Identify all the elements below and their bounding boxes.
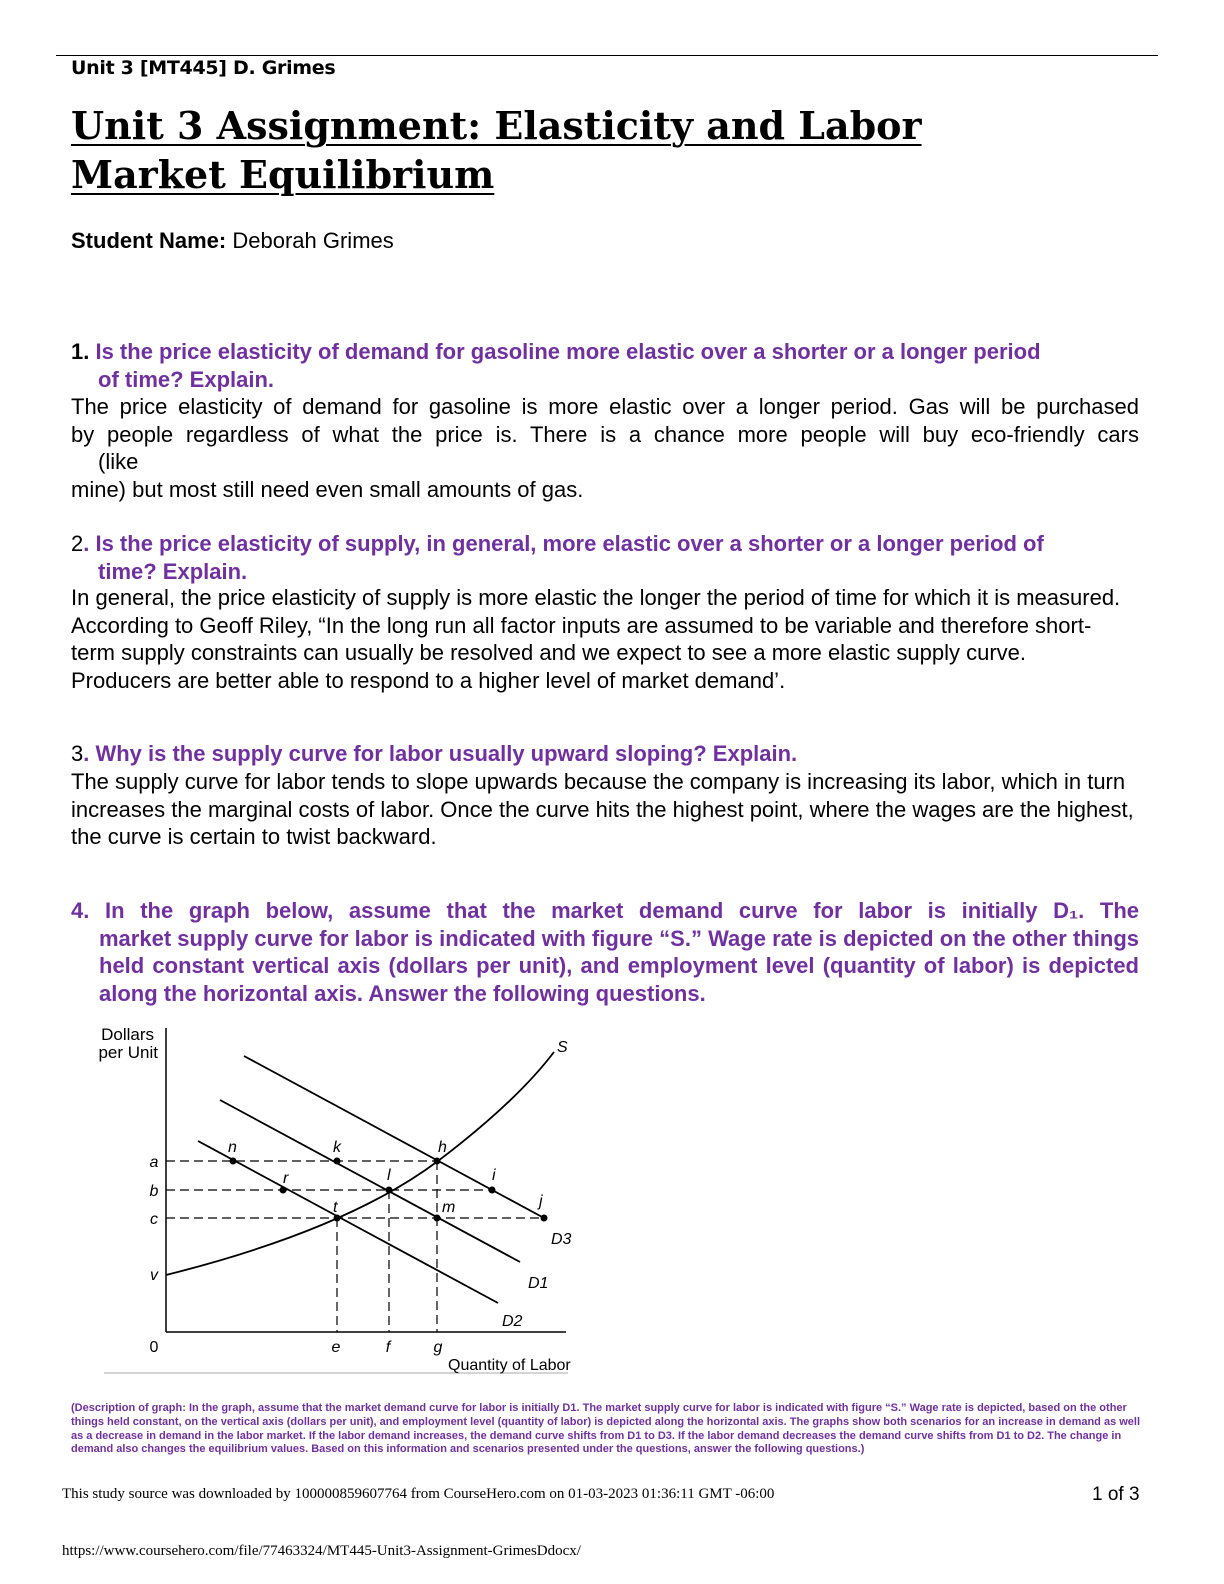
page-title-text: Unit 3 Assignment: Elasticity and Labor Market Equilibrium: [71, 103, 922, 197]
graph-description: (Description of graph: In the graph, assume that the market demand curve for labor is initially D1. The market supply curve for labor is indicated with figure “S.” Wage rate is depicted, based on the other things held constant, on the vertical axis (dollars per unit), and employment level (quantity of labor) is depicted along the horizontal axis. The graphs show both scenarios for an increase in demand as well as a decrease in demand in the labor market. If the labor demand increases, the demand curve shifts from D1 to D3. If the labor demand decreases the demand curve shifts from D1 to D2. The change in demand also changes the equilibrium values. Based on this information and scenarios presented under the questions, answer the following questions.): [71, 1402, 1141, 1456]
label-i: i: [492, 1167, 496, 1184]
source-url[interactable]: https://www.coursehero.com/file/77463324/MT445-Unit3-Assignment-GrimesDdocx/: [62, 1543, 581, 1559]
question-3: [71, 740, 1139, 768]
label-d2: D2: [502, 1313, 523, 1330]
page-header: Unit 3 [MT445] D. Grimes: [71, 57, 336, 79]
y-axis-label-1: Dollars: [101, 1025, 154, 1044]
question-3-text: . Why is the supply curve for labor usually upward sloping? Explain.: [83, 741, 798, 766]
label-n: n: [228, 1139, 237, 1156]
curve-labels: [502, 1039, 572, 1330]
header-rule: [56, 55, 1158, 56]
origin-label: 0: [149, 1339, 159, 1356]
question-4-text: In the graph below, assume that the market demand curve for labor is initially D₁. The: [89, 898, 1139, 923]
x-tick-f: f: [385, 1339, 391, 1356]
answer-1: [71, 393, 1139, 503]
answer-3: The supply curve for labor tends to slope upwards because the company is increasing its labor, which in turn increases the marginal costs of labor. Once the curve hits the highest point, where the wages are the highest, the curve is certain to twist backward.: [71, 769, 1134, 849]
labor-market-graph: [96, 1020, 576, 1380]
label-m: m: [442, 1199, 456, 1216]
answer-1-line: mine) but most still need even small amounts of gas.: [71, 476, 584, 502]
y-axis-label-2: per Unit: [98, 1043, 158, 1062]
point-labels: [228, 1139, 543, 1216]
point-h: [434, 1158, 441, 1165]
point-l: [386, 1187, 393, 1194]
question-4: [71, 897, 1139, 1007]
question-3-number: 3: [71, 741, 84, 766]
answer-2: In general, the price elasticity of supply is more elastic the longer the period of time for which it is measured. According to Geoff Riley, “In the long run all factor inputs are assumed to be variable and therefore short-term supply constraints can usually be resolved and we expect to see a more elastic supply curve. Producers are better able to respond to a higher level of market demand’.: [71, 585, 1121, 693]
x-tick-e: e: [331, 1339, 341, 1356]
page-number: 1 of 3: [1092, 1484, 1140, 1505]
download-source-note: This study source was downloaded by 100000859607764 from CourseHero.com on 01-03-2023 01:36:11 GMT -06:00: [62, 1486, 775, 1502]
question-2-number: 2: [71, 531, 84, 556]
y-tick-b: b: [149, 1183, 159, 1200]
question-1: [71, 338, 1139, 393]
label-h: h: [438, 1139, 447, 1156]
question-1-number: 1.: [71, 339, 90, 364]
question-2-text: . Is the price elasticity of supply, in general, more elastic over a shorter or a longer period of: [83, 531, 1044, 556]
x-tick-g: g: [433, 1339, 443, 1356]
label-r: r: [283, 1170, 289, 1187]
student-name-line: [71, 228, 394, 254]
label-d3: D3: [551, 1231, 572, 1248]
question-2: [71, 530, 1139, 585]
question-2-text-cont: time? Explain.: [98, 558, 248, 584]
question-4-number: 4.: [71, 898, 90, 923]
label-l: l: [387, 1167, 391, 1184]
point-m: [434, 1215, 441, 1222]
student-name-value: Deborah Grimes: [226, 228, 394, 253]
question-4-text-cont: market supply curve for labor is indicated with figure “S.” Wage rate is depicted on the other things held constant vertical axis (dollars per unit), and employment level (quantity of labor) is depicted along the horizontal axis. Answer the following questions.: [99, 925, 1139, 1006]
label-k: k: [333, 1139, 341, 1156]
question-1-text: Is the price elasticity of demand for gasoline more elastic over a shorter or a longer period: [89, 339, 1041, 364]
x-tick-labels: [332, 1339, 443, 1356]
point-n: [230, 1158, 237, 1165]
y-tick-labels: [150, 1154, 159, 1356]
student-name-label: Student Name:: [71, 228, 227, 253]
answer-1-line: (like: [98, 449, 139, 474]
point-r: [280, 1187, 287, 1194]
point-i: [489, 1187, 496, 1194]
supply-curve-s: [166, 1052, 554, 1275]
label-d1: D1: [528, 1275, 549, 1292]
label-s: S: [557, 1039, 568, 1056]
page-title: [71, 101, 1071, 199]
y-tick-v: v: [150, 1267, 158, 1284]
y-tick-a: a: [149, 1154, 159, 1171]
label-t: t: [333, 1199, 338, 1216]
x-axis-label: Quantity of Labor: [448, 1357, 571, 1374]
answer-1-line: The price elasticity of demand for gasoline is more elastic over a longer period. Gas will be purchased: [71, 394, 1139, 419]
label-j: j: [539, 1193, 543, 1210]
demand-curve-d2: [198, 1141, 498, 1303]
question-1-text-cont: of time? Explain.: [98, 366, 275, 392]
y-tick-c: c: [150, 1211, 158, 1228]
point-k: [334, 1158, 341, 1165]
point-j: [541, 1215, 548, 1222]
answer-1-line: by people regardless of what the price is. There is a chance more people will buy eco-friendly cars: [71, 421, 1139, 447]
